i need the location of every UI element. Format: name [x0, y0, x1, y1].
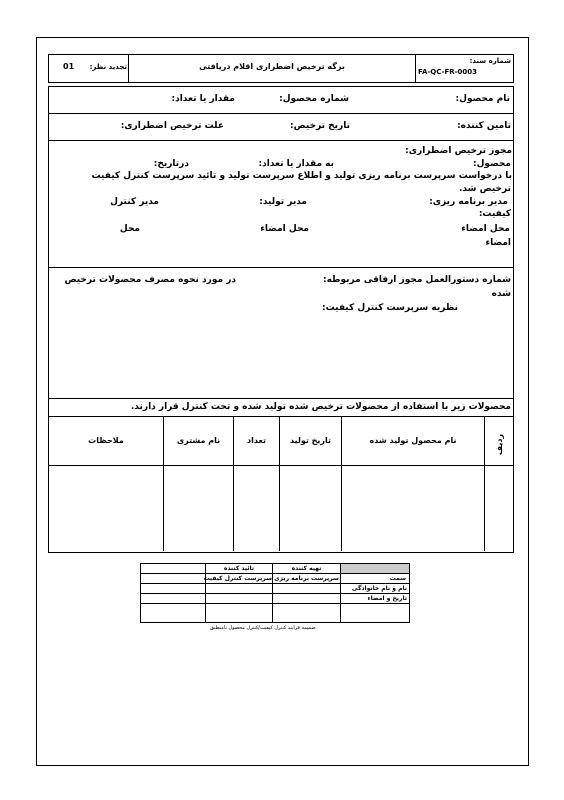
- permit-cleared: ترخیص شد.: [458, 184, 511, 194]
- product-name-header: نام محصول تولید شده: [369, 436, 457, 445]
- production-manager-label: مدیر تولید:: [259, 197, 307, 207]
- row-header: ردیف: [495, 433, 505, 456]
- doc-number-label: شماره سند:: [469, 57, 511, 65]
- preparer-role: سرپرست برنامه ریزی: [274, 575, 339, 582]
- preparer-header: تهیه کننده: [291, 565, 322, 572]
- customer-header: نام مشتری: [176, 436, 221, 445]
- production-date-header: تاریخ تولید: [289, 436, 332, 445]
- revision-value: 01: [63, 62, 75, 71]
- revision-label: تجدید نظر:: [89, 63, 127, 71]
- instruction-usage-label: در مورد نحوه مصرف محصولات ترخیص: [64, 275, 236, 285]
- permit-title: مجوز ترخیص اضطراری:: [405, 146, 512, 156]
- qc-manager-label-2: کیفیت:: [478, 209, 511, 219]
- instruction-number-label: شماره دستورالعمل مجوز ارفاقی مربوطه:: [322, 275, 511, 285]
- product-number-label: شماره محصول:: [279, 94, 349, 104]
- doc-number-value: FA-QC-FR-0003: [418, 68, 478, 76]
- permit-qty-label: به مقدار یا تعداد:: [258, 159, 334, 169]
- product-name-label: نام محصول:: [455, 94, 510, 104]
- approver-role: سرپرست کنترل کیفیت: [203, 575, 272, 582]
- sign-place-production: محل امضاء: [260, 224, 309, 234]
- main-box: [48, 86, 514, 553]
- qc-opinion-label: نظریه سرپرست کنترل کیفیت:: [322, 303, 458, 313]
- sign-place-planning: محل امضاء: [461, 224, 510, 234]
- planning-manager-label: مدیر برنامه ریزی:: [429, 197, 508, 207]
- approver-header: تائید کننده: [223, 565, 255, 572]
- quantity-label: مقدار یا تعداد:: [171, 94, 235, 104]
- notes-header: ملاحظات: [88, 436, 124, 445]
- clearance-reason-label: علت ترخیص اضطراری:: [120, 121, 224, 131]
- clearance-date-label: تاریخ ترخیص:: [290, 121, 350, 131]
- footnote: ضمیمه فرایند کنترل کیفیت/کنترل محصول نامنطبق: [210, 625, 316, 631]
- name-label: نام و نام خانوادگی: [351, 585, 407, 592]
- permit-request-line: با درخواست سرپرست برنامه ریزی تولید و اطلاع سرپرست تولید و تائید سرپرست کنترل کیفیت: [91, 171, 512, 181]
- instruction-done: شده: [491, 289, 511, 299]
- form-title: برگه ترخیص اضطراری اقلام دریافتی: [199, 62, 345, 71]
- count-header: تعداد: [247, 436, 266, 445]
- permit-product-label: محصول:: [473, 159, 511, 169]
- supplier-label: تامین کننده:: [457, 121, 511, 131]
- position-label: سمت: [389, 575, 406, 582]
- qc-manager-label: مدیر کنترل: [110, 197, 159, 207]
- sign-place-qc: محل: [119, 224, 140, 234]
- permit-date-label: درتاریخ:: [153, 159, 189, 169]
- date-sign-label: تاریخ و امضاء: [367, 595, 407, 602]
- signature-label: امضاء: [485, 238, 511, 248]
- table-caption: محصولات زیر با استفاده از محصولات ترخیص شده تولید شده و تحت کنترل قرار دارند.: [130, 402, 511, 412]
